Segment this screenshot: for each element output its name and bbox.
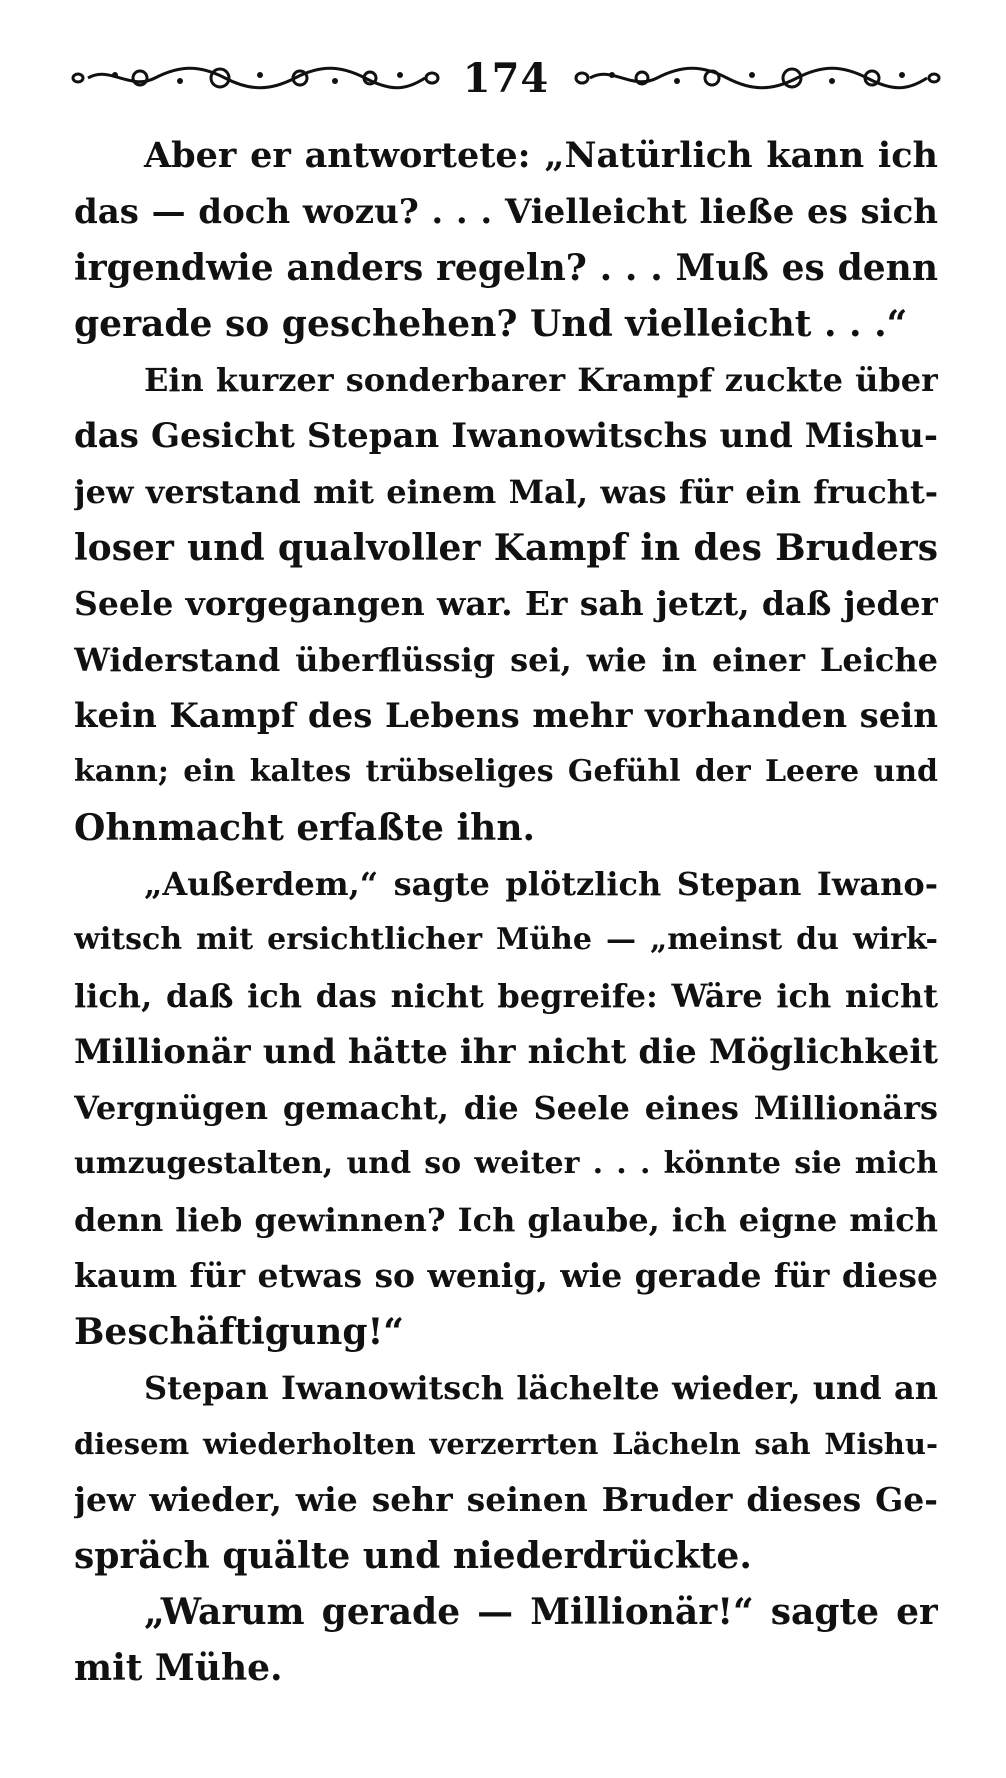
text-line: „Außerdem,“ sagte plötzlich Stepan Iwano- [144, 865, 938, 903]
text-line: kein Kampf des Lebens mehr vorhanden sein [74, 696, 938, 736]
left-ornament-icon [70, 63, 440, 93]
text-line: das — doch wozu? . . . Vielleicht ließe es sich [74, 192, 938, 232]
right-ornament-icon [572, 63, 942, 93]
text-line: diesem wiederholten verzerrten Lächeln sah Mishu- [74, 1427, 938, 1461]
text-line: Beschäftigung!“ [74, 1311, 405, 1353]
text-line: Ein kurzer sonderbarer Krampf zuckte über [144, 361, 938, 399]
text-line: gerade so geschehen? Und vielleicht . . .“ [74, 303, 908, 345]
text-line: denn lieb gewinnen? Ich glaube, ich eigne mich [74, 1201, 938, 1239]
text-line: das Gesicht Stepan Iwanowitschs und Mishu- [74, 416, 938, 456]
text-line: Seele vorgegangen war. Er sah jetzt, daß jeder [74, 584, 938, 623]
text-line: Vergnügen gemacht, die Seele eines Millionärs [74, 1089, 938, 1127]
text-line: Widerstand überflüssig sei, wie in einer Leiche [74, 641, 938, 679]
text-line: mit Mühe. [74, 1647, 283, 1689]
text-line: Ohnmacht erfaßte ihn. [74, 807, 536, 849]
text-line: Millionär und hätte ihr nicht die Möglichkeit [74, 1032, 938, 1072]
text-line: witsch mit ersichtlicher Mühe — „meinst du wirk- [74, 922, 938, 957]
body-text [74, 128, 938, 1696]
text-line: jew verstand mit einem Mal, was für ein frucht- [74, 473, 938, 511]
text-line: loser und qualvoller Kampf in des Bruders [74, 527, 938, 569]
page-header [70, 48, 942, 108]
text-line: irgendwie anders regeln? . . . Muß es denn [74, 247, 938, 289]
text-line: kann; ein kaltes trübseliges Gefühl der Leere und [74, 754, 938, 789]
text-line: spräch quälte und niederdrückte. [74, 1535, 752, 1577]
page-number: 174 [462, 54, 550, 102]
text-line: Stepan Iwanowitsch lächelte wieder, und an [144, 1369, 938, 1407]
text-line: jew wieder, wie sehr seinen Bruder dieses Ge- [74, 1480, 938, 1519]
text-line: umzugestalten, und so weiter . . . könnte sie mich [74, 1146, 938, 1181]
text-line: „Warum gerade — Millionär!“ sagte er [144, 1591, 938, 1633]
text-line: kaum für etwas so wenig, wie gerade für diese [74, 1256, 938, 1295]
text-line: lich, daß ich das nicht begreife: Wäre ich nicht [74, 977, 938, 1015]
text-line: Aber er antwortete: „Natürlich kann ich [144, 135, 938, 176]
